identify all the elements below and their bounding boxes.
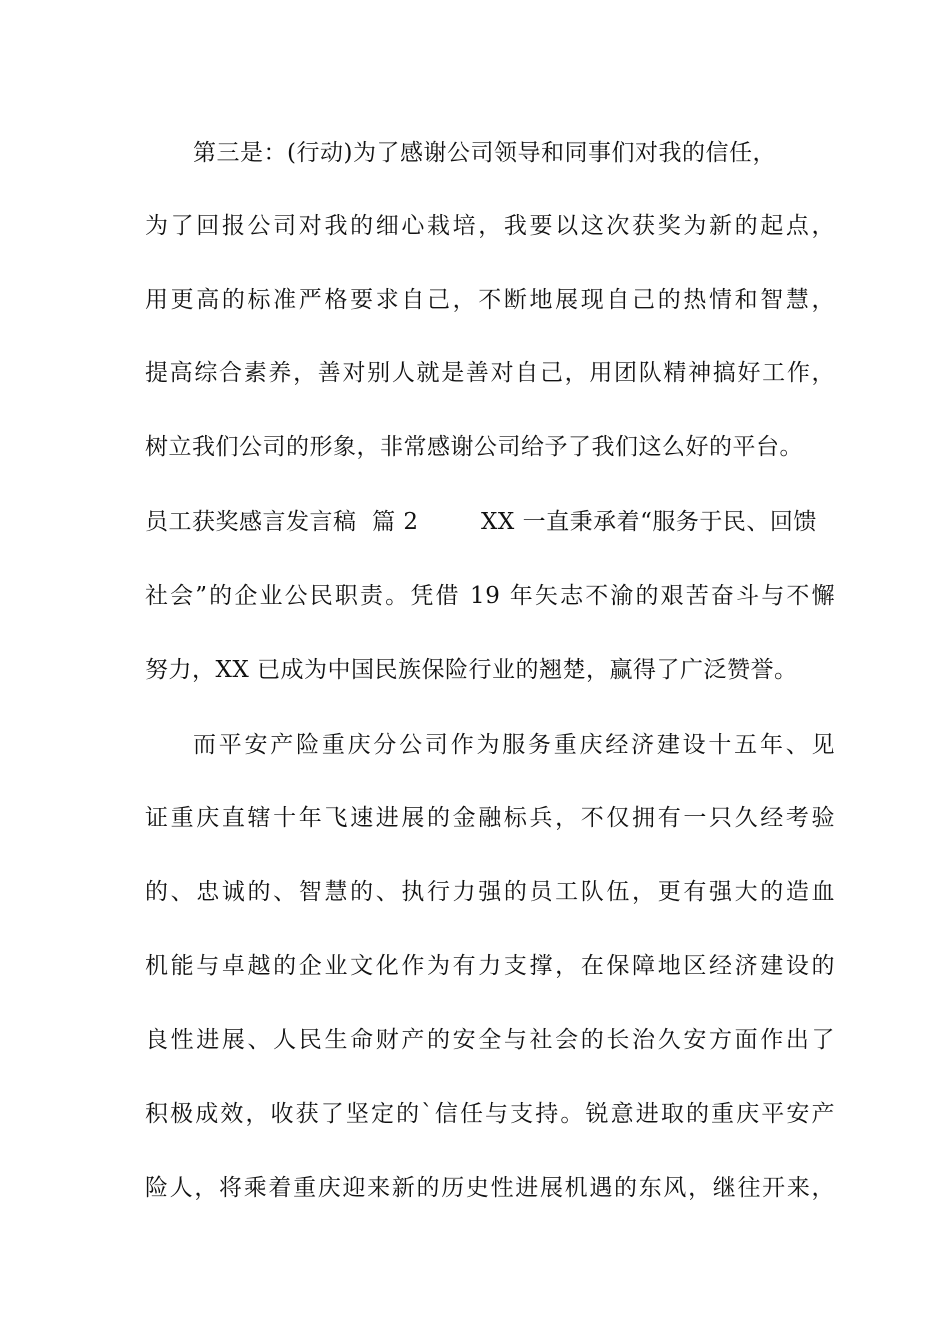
paragraph-line: 的、忠诚的、智慧的、执行力强的员工队伍，更有强大的造血 xyxy=(145,879,835,905)
paragraph-line: 为了回报公司对我的细心栽培，我要以这次获奖为新的起点， xyxy=(145,213,835,239)
paragraph-line: 证重庆直辖十年飞速进展的金融标兵，不仅拥有一只久经考验 xyxy=(145,805,835,831)
paragraph-line: 第三是：(行动)为了感谢公司领导和同事们对我的信任， xyxy=(193,140,776,166)
paragraph-line: 积极成效，收获了坚定的`信任与支持。锐意进取的重庆平安产 xyxy=(145,1101,835,1127)
paragraph-line: 机能与卓越的企业文化作为有力支撑，在保障地区经济建设的 xyxy=(145,953,835,979)
paragraph-line: 社会”的企业公民职责。凭借 19 年矢志不渝的艰苦奋斗与不懈 xyxy=(145,583,835,609)
paragraph-line: 险人，将乘着重庆迎来新的历史性进展机遇的东风，继往开来， xyxy=(145,1175,835,1201)
paragraph-line: 努力，XX 已成为中国民族保险行业的翘楚，赢得了广泛赞誉。 xyxy=(145,657,798,683)
paragraph-line: 树立我们公司的形象，非常感谢公司给予了我们这么好的平台。 xyxy=(145,434,803,460)
paragraph-line: 良性进展、人民生命财产的安全与社会的长治久安方面作出了 xyxy=(145,1027,835,1053)
section-heading-line: 员工获奖感言发言稿 篇 2 XX 一直秉承着“服务于民、回馈 xyxy=(145,509,817,535)
paragraph-line: 而平安产险重庆分公司作为服务重庆经济建设十五年、见 xyxy=(193,732,835,758)
paragraph-line: 用更高的标准严格要求自己，不断地展现自己的热情和智慧， xyxy=(145,287,835,313)
paragraph-line: 提高综合素养，善对别人就是善对自己，用团队精神搞好工作， xyxy=(145,360,835,386)
